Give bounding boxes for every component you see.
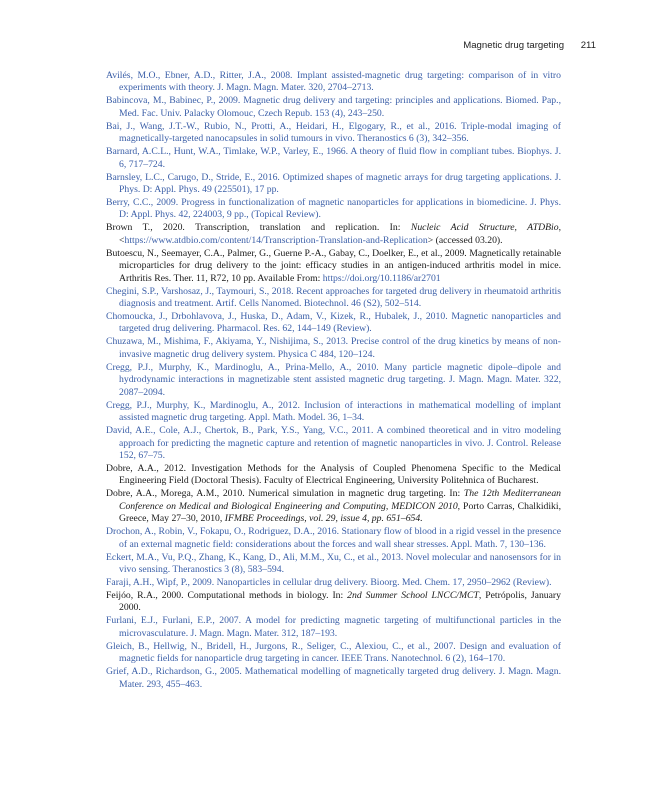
reference-item[interactable]: David, A.E., Cole, A.J., Chertok, B., Park, Y.S., Yang, V.C., 2011. A combined theoretical and in vitro modeling approach for predicting the magnetic capture and retention of magnetic nanoparticles in vivo. J. Control. Release 152, 67–75.	[106, 425, 561, 461]
reference-text: Brown T., 2020. Transcription, translation and replication. In:	[106, 222, 411, 234]
reference-item[interactable]: Cregg, P.J., Murphy, K., Mardinoglu, A., Prina-Mello, A., 2010. Many particle magnetic dipole–dipole and hydrodynamic interactions in magnetizable stent assisted magnetic drug targeting. J. Magn. Magn. Mater. 322, 2087–2094.	[106, 361, 561, 398]
reference-source-title: The 12th Mediterranean Conference on Medical and Biological Engineering and Computing, MEDICON 2010	[119, 488, 562, 512]
reference-item[interactable]: Grief, A.D., Richardson, G., 2005. Mathematical modelling of magnetically targeted drug delivery. J. Magn. Magn. Mater. 293, 455–463.	[106, 666, 561, 690]
reference-item	[106, 590, 561, 615]
reference-item[interactable]: Faraji, A.H., Wipf, P., 2009. Nanoparticles in cellular drug delivery. Bioorg. Med. Chem. 17, 2950–2962 (Review).	[106, 576, 552, 588]
reference-item	[106, 222, 561, 247]
reference-text: , <	[119, 222, 561, 246]
reference-item[interactable]: Bai, J., Wang, J.T.-W., Rubio, N., Protti, A., Heidari, H., Elgogary, R., et al., 2016. Triple-modal imaging of magnetically-targeted nanocapsules in solid tumours in vivo. Theranostics 6 (3), 342–356.	[106, 120, 561, 145]
reference-text: , Porto Carras, Chalkidiki, Greece, May 27–30, 2010,	[119, 500, 561, 525]
reference-item[interactable]: Gleich, B., Hellwig, N., Bridell, H., Jurgons, R., Seliger, C., Alexiou, C., et al., 2007. Design and evaluation of magnetic fields for nanoparticle drug targeting in cancer. IEEE Trans. Nanotechnol. 6 (2), 164–170.	[106, 640, 561, 665]
reference-item[interactable]: Babincova, M., Babinec, P., 2009. Magnetic drug delivery and targeting: principles and applications. Biomed. Pap., Med. Fac. Univ. Palacky Olomouc, Czech Repub. 153 (4), 243–250.	[106, 95, 561, 119]
reference-item[interactable]: Eckert, M.A., Vu, P.Q., Zhang, K., Kang, D., Ali, M.M., Xu, C., et al., 2013. Novel molecular and nanosensors for in vivo sensing. Theranostics 3 (8), 583–594.	[106, 551, 561, 575]
reference-item[interactable]: Avilés, M.O., Ebner, A.D., Ritter, J.A., 2008. Implant assisted-magnetic drug targeting: comparison of in vitro experiments with theory. J. Magn. Magn. Mater. 320, 2704–2713.	[106, 70, 561, 94]
reference-item[interactable]: Chuzawa, M., Mishima, F., Akiyama, Y., Nishijima, S., 2013. Precise control of the drug kinetics by means of non-invasive magnetic drug delivery system. Physica C 484, 120–124.	[106, 336, 561, 360]
reference-item: Dobre, A.A., 2012. Investigation Methods for the Analysis of Coupled Phenomena Specific to the Medical Engineering Field (Doctoral Thesis). Faculty of Electrical Engineering, University Politehnica of Bucharest.	[106, 462, 561, 487]
running-title: Magnetic drug targeting	[463, 40, 565, 51]
reference-text: > (accessed 03.20).	[427, 234, 503, 246]
reference-item[interactable]: Furlani, E.J., Furlani, E.P., 2007. A model for predicting magnetic targeting of multifunctional particles in the microvasculature. J. Magn. Magn. Mater. 312, 187–193.	[106, 615, 561, 639]
reference-item[interactable]: Barnard, A.C.L., Hunt, W.A., Timlake, W.P., Varley, E., 1966. A theory of fluid flow in compliant tubes. Biophys. J. 6, 717–724.	[106, 146, 561, 170]
reference-series-title: IFMBE Proceedings, vol. 29, issue 4, pp. 651–654.	[224, 513, 423, 525]
reference-item	[106, 248, 561, 285]
running-header	[463, 40, 596, 51]
reference-item[interactable]: Chegini, S.P., Varshosaz, J., Taymouri, S., 2018. Recent approaches for targeted drug delivery in rheumatoid arthritis diagnosis and treatment. Artif. Cells Nanomed. Biotechnol. 46 (S2), 502–514.	[106, 285, 561, 310]
reference-item[interactable]: Berry, C.C., 2009. Progress in functionalization of magnetic nanoparticles for applications in biomedicine. J. Phys. D: Appl. Phys. 42, 224003, 9 pp., (Topical Review).	[106, 197, 561, 221]
reference-source-title: Nucleic Acid Structure, ATDBio	[410, 222, 559, 234]
reference-text: , Petrópolis, January 2000.	[119, 589, 561, 614]
reference-text: Butoescu, N., Seemayer, C.A., Palmer, G., Guerne P.-A., Gabay, C., Doelker, E., et al., 2009. Magnetically retainable microparticles for drug delivery to the joint: efficacy studies in an antigen-induced arthritis model in mice. Arthritis Res. Ther. 11, R72, 10 pp. Available From:	[106, 247, 561, 284]
reference-text: Dobre, A.A., Morega, A.M., 2010. Numerical simulation in magnetic drug targeting. In:	[106, 488, 464, 500]
page-number: 211	[580, 40, 596, 51]
reference-item[interactable]: Drochon, A., Robin, V., Fokapu, O., Rodriguez, D.A., 2016. Stationary flow of blood in a rigid vessel in the presence of an external magnetic field: considerations about the forces and wall shear stresses. Appl. Math. 7, 130–136.	[106, 526, 561, 550]
reference-item[interactable]: Cregg, P.J., Murphy, K., Mardinoglu, A., 2012. Inclusion of interactions in mathematical modelling of implant assisted magnetic drug targeting. Appl. Math. Model. 36, 1–34.	[106, 399, 561, 424]
reference-url-link[interactable]: https://www.atdbio.com/content/14/Transcription-Translation-and-Replication	[124, 234, 428, 246]
reference-item[interactable]: Barnsley, L.C., Carugo, D., Stride, E., 2016. Optimized shapes of magnetic arrays for drug targeting applications. J. Phys. D: Appl. Phys. 49 (225501), 17 pp.	[106, 171, 561, 196]
reference-item[interactable]: Chomoucka, J., Drbohlavova, J., Huska, D., Adam, V., Kizek, R., Hubalek, J., 2010. Magnetic nanoparticles and targeted drug delivering. Pharmacol. Res. 62, 144–149 (Review).	[106, 311, 561, 335]
reference-item	[106, 488, 561, 525]
reference-list	[106, 70, 561, 692]
reference-text: Feijóo, R.A., 2000. Computational methods in biology. In:	[106, 589, 348, 601]
reference-source-title: 2nd Summer School LNCC/MCT	[347, 589, 479, 601]
reference-doi-link[interactable]: https://doi.org/10.1186/ar2701	[322, 272, 441, 284]
